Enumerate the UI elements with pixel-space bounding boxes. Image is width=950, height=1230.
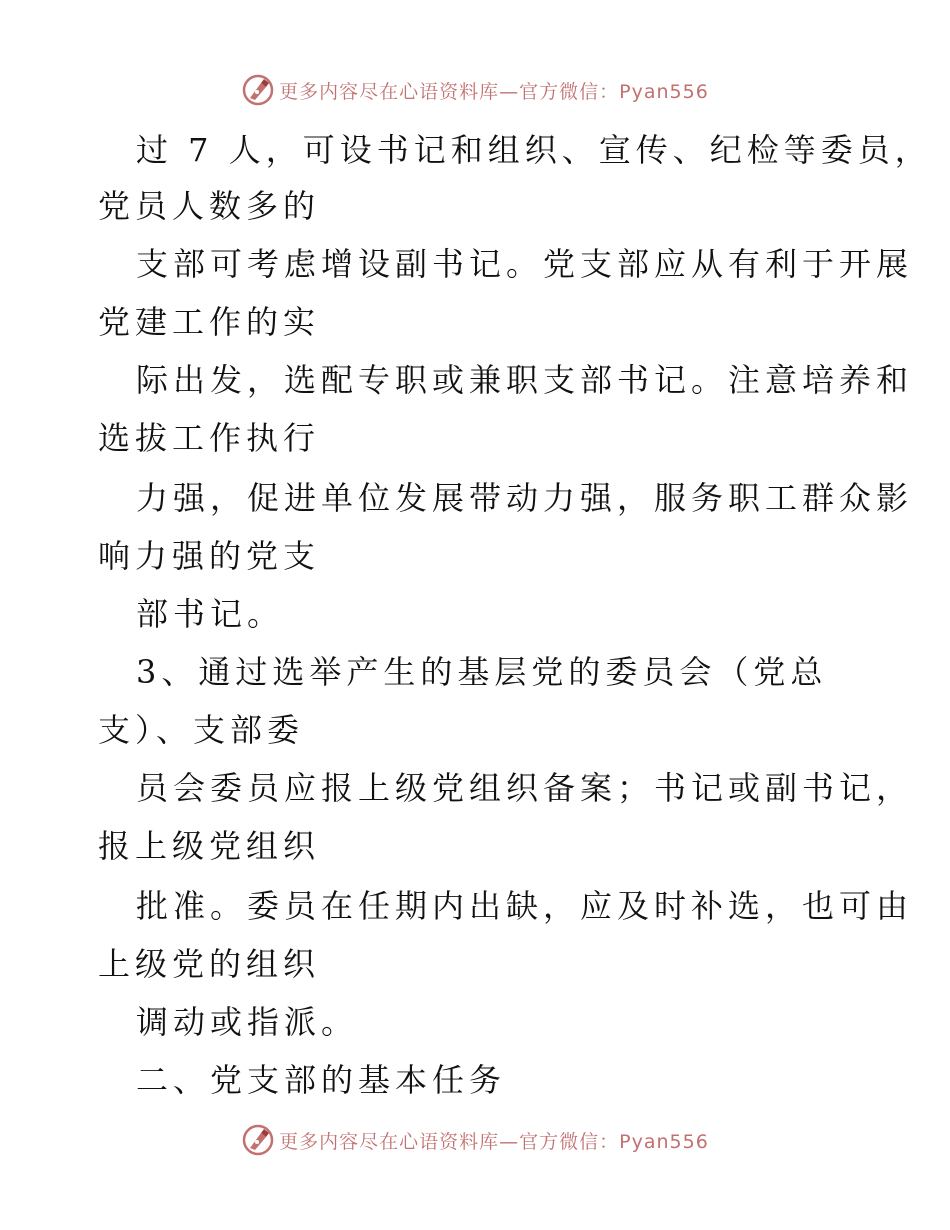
body-text-line: 党员人数多的	[98, 187, 321, 225]
body-text-line: 报上级党组织	[98, 827, 321, 865]
body-text-line: 上级党的组织	[98, 945, 321, 983]
pen-nib-logo-icon	[241, 1123, 275, 1157]
body-text-line: 过 7 人，可设书记和组织、宣传、纪检等委员，	[136, 131, 932, 169]
body-text-line: 选拔工作执行	[98, 419, 321, 457]
watermark-text: 更多内容尽在心语资料库—官方微信：Pyan556	[279, 1130, 709, 1153]
footer-watermark	[0, 1120, 950, 1160]
body-text-line: 支）、支部委	[98, 711, 305, 749]
pen-nib-logo-icon	[241, 73, 275, 107]
body-text-line: 部书记。	[136, 595, 285, 633]
section-heading: 二、党支部的基本任务	[136, 1061, 507, 1099]
body-text-line: 员会委员应报上级党组织备案；书记或副书记，	[136, 769, 914, 807]
body-text-line: 党建工作的实	[98, 303, 321, 341]
watermark-text: 更多内容尽在心语资料库—官方微信：Pyan556	[279, 80, 709, 103]
header-watermark	[0, 70, 950, 110]
body-text-line: 3、通过选举产生的基层党的委员会（党总	[136, 653, 828, 691]
body-text-line: 批准。委员在任期内出缺，应及时补选，也可由	[136, 887, 914, 925]
body-text-line: 响力强的党支	[98, 537, 321, 575]
body-text-line: 际出发，选配专职或兼职支部书记。注意培养和	[136, 361, 914, 399]
body-text-line: 调动或指派。	[136, 1003, 359, 1041]
body-text-line: 支部可考虑增设副书记。党支部应从有利于开展	[136, 245, 914, 283]
body-text-line: 力强，促进单位发展带动力强，服务职工群众影	[136, 479, 914, 517]
